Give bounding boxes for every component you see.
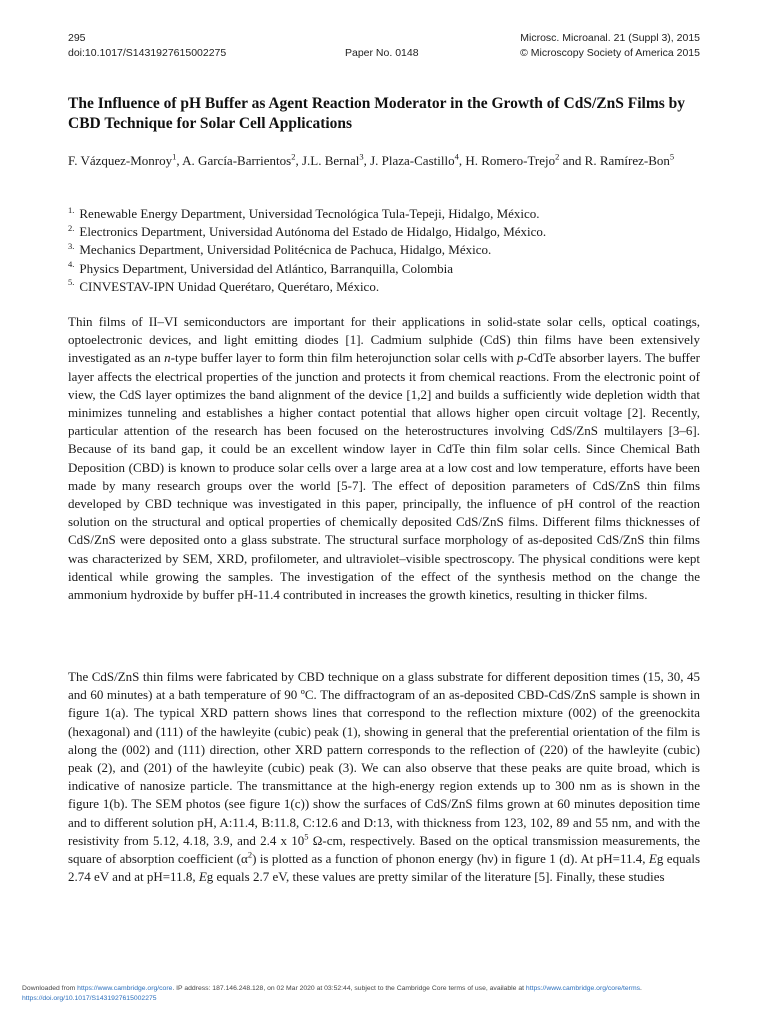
affiliation-number: 4. (68, 259, 75, 270)
doi-link[interactable]: https://doi.org/10.1017/S1431927615002275 (22, 995, 157, 1002)
author-name: F. Vázquez-Monroy (68, 153, 173, 168)
affiliation-mark: 4 (454, 151, 459, 162)
affiliation-mark: 5 (669, 151, 675, 162)
author-name: , J. Plaza-Castillo (363, 153, 455, 168)
italic-text: E (648, 851, 657, 867)
author-name: , H. Romero-Trejo (458, 153, 556, 168)
paragraph-text: g equals 2.74 eV and at pH=11.8, (68, 851, 701, 885)
footer-text: . IP address: 187.146.248.128, on 02 Mar 2020 at 03:52:44, subject to the Cambridge Core terms of use, available at (172, 985, 526, 992)
cambridge-core-link[interactable]: https://www.cambridge.org/core (77, 985, 173, 992)
affiliation-item (68, 241, 708, 259)
affiliation-number: 3. (68, 241, 75, 252)
copyright: © Microscopy Society of America 2015 (520, 47, 700, 59)
affiliation-item (68, 260, 708, 278)
affiliation-text: Mechanics Department, Universidad Politécnica de Pachuca, Hidalgo, México. (79, 242, 492, 258)
footer-text: . (640, 985, 642, 992)
affiliation-text: Physics Department, Universidad del Atlántico, Barranquilla, Colombia (79, 260, 454, 276)
italic-text: p (516, 350, 524, 366)
download-footer (22, 984, 762, 1004)
affiliation-text: Electronics Department, Universidad Autónoma del Estado de Hidalgo, Hidalgo, México. (79, 224, 547, 240)
header-left (68, 31, 226, 61)
body-paragraph-results (68, 668, 700, 886)
terms-link[interactable]: https://www.cambridge.org/core/terms (525, 985, 640, 992)
paragraph-text: -type buffer layer to form thin film heterojunction solar cells with (170, 350, 517, 366)
affiliation-mark: 2 (291, 151, 296, 162)
paragraph-text: The CdS/ZnS thin films were fabricated by CBD technique on a glass substrate for different deposition times (15, 30, 45 and 60 minutes) at a bath temperature of 90 ºC. The diffractogram of an as-deposited CBD-CdS/ZnS sample is shown in figure 1(a). The typical XRD pattern shows lines that correspond to the reflection mixture (002) of the greenockita (hexagonal) and (111) of the hawleyite (cubic) peak (1), showing in general that the preferential orientation of the film is along the (002) and (111) direction, other XRD pattern corresponds to the reflection of (220) of the hawleyite (cubic) peak (2), and (201) of the hawleyite (cubic) peak (3). We can also observe that these peaks are quite broad, which is indicative of nanosize particle. The transmittance at the high-energy region extends up to 300 nm as is shown in the figure 1(b). The SEM photos (see figure 1(c)) show the surfaces of CdS/ZnS films grown at 60 minutes deposition time and to different solution pH, A:11.4, B:11.8, C:12.6 and D:13, with thickness from 123, 102, 89 and 55 nm, and with the resistivity from 5.12, 4.18, 3.9, and 2.4 x 10 (68, 669, 700, 848)
page-header (68, 31, 700, 63)
affiliation-number: 2. (68, 222, 75, 233)
affiliation-mark: 2 (555, 151, 560, 162)
footer-line (22, 984, 762, 994)
page-number: 295 (68, 32, 86, 44)
paper-number: Paper No. 0148 (345, 47, 419, 59)
doi: doi:10.1017/S1431927615002275 (68, 47, 227, 59)
paragraph-text: g equals 2.7 eV, these values are pretty similar of the literature [5]. Finally, these studies (206, 869, 665, 885)
affiliation-list (68, 205, 708, 296)
journal-citation: Microsc. Microanal. 21 (Suppl 3), 2015 (520, 32, 700, 44)
paper-title: The Influence of pH Buffer as Agent Reaction Moderator in the Growth of CdS/ZnS Films by CBD Technique for Solar Cell Applications (68, 95, 686, 132)
affiliation-text: CINVESTAV-IPN Unidad Querétaro, Querétaro, México. (79, 278, 380, 294)
author-name: , A. García-Barrientos (176, 153, 292, 168)
header-right (520, 31, 700, 61)
superscript: 2 (247, 849, 253, 860)
paragraph-text: -CdTe absorber layers. The buffer layer affects the electrical properties of the junction and protects it from chemical reactions. From the electronic point of view, the CdS layer optimizes the band alignment of the device [1,2] and builds a sufficiently wide depletion width that minimizes tunneling and establishes a higher contact potential that allows higher open circuit voltage [2]. Recently, particular attention of the research has been focused on the heterostructures involving CdS/ZnS multilayers [3–6]. Because of its band gap, it could be an excellent window layer in CdTe thin film solar cells. Since Chemical Bath Deposition (CBD) is known to produce solar cells over a large area at a low cost and low temperature, efforts have been made by many research groups over the world [5-7]. The effect of deposition parameters of CdS/ZnS thin films developed by CBD technique was investigated in this paper, principally, the influence of pH control of the reaction solution on the structural and optical properties of chemically deposited CdS/ZnS films. Different films thicknesses of CdS/ZnS were deposited onto a glass substrate. The structural surface morphology of as-deposited CdS/ZnS thin films was characterized by SEM, XRD, profilometer, and ultraviolet–visible spectroscopy. The physical conditions were kept identical while growing the samples. The investigation of the effect of the synthesis method on the change the ammonium hydroxide by buffer pH-11.4 contributed in increases the growth kinetics, resulting in thicker films. (68, 350, 700, 603)
author-list (68, 152, 708, 170)
author-name: and R. Ramírez-Bon (559, 153, 670, 168)
affiliation-mark: 3 (359, 151, 364, 162)
paragraph-text: Thin films of II–VI semiconductors are important for their applications in solid-state solar cells, optical coatings, optoelectronic devices, and light emitting diodes [1]. Cadmium sulphide (CdS) thin films have been extensively investigated as an (68, 314, 700, 366)
affiliation-item (68, 223, 708, 241)
italic-text: E (198, 869, 207, 885)
affiliation-number: 1. (68, 204, 75, 215)
paragraph-text: Ω-cm, respectively. Based on the optical transmission measurements, the square of absorption coefficient (α (68, 832, 700, 867)
body-paragraph-intro (68, 313, 700, 604)
author-name: , J.L. Bernal (295, 153, 360, 168)
affiliation-item (68, 278, 708, 296)
affiliation-number: 5. (68, 277, 75, 288)
italic-text: n (164, 350, 171, 366)
affiliation-item (68, 205, 708, 223)
footer-text: Downloaded from (22, 985, 78, 992)
affiliation-text: Renewable Energy Department, Universidad Tecnológica Tula-Tepeji, Hidalgo, México. (79, 206, 540, 221)
affiliation-mark: 1 (172, 151, 177, 162)
paragraph-text: ) is plotted as a function of phonon energy (hν) in figure 1 (d). At pH=11.4, (252, 851, 649, 867)
superscript: 5 (304, 831, 309, 842)
